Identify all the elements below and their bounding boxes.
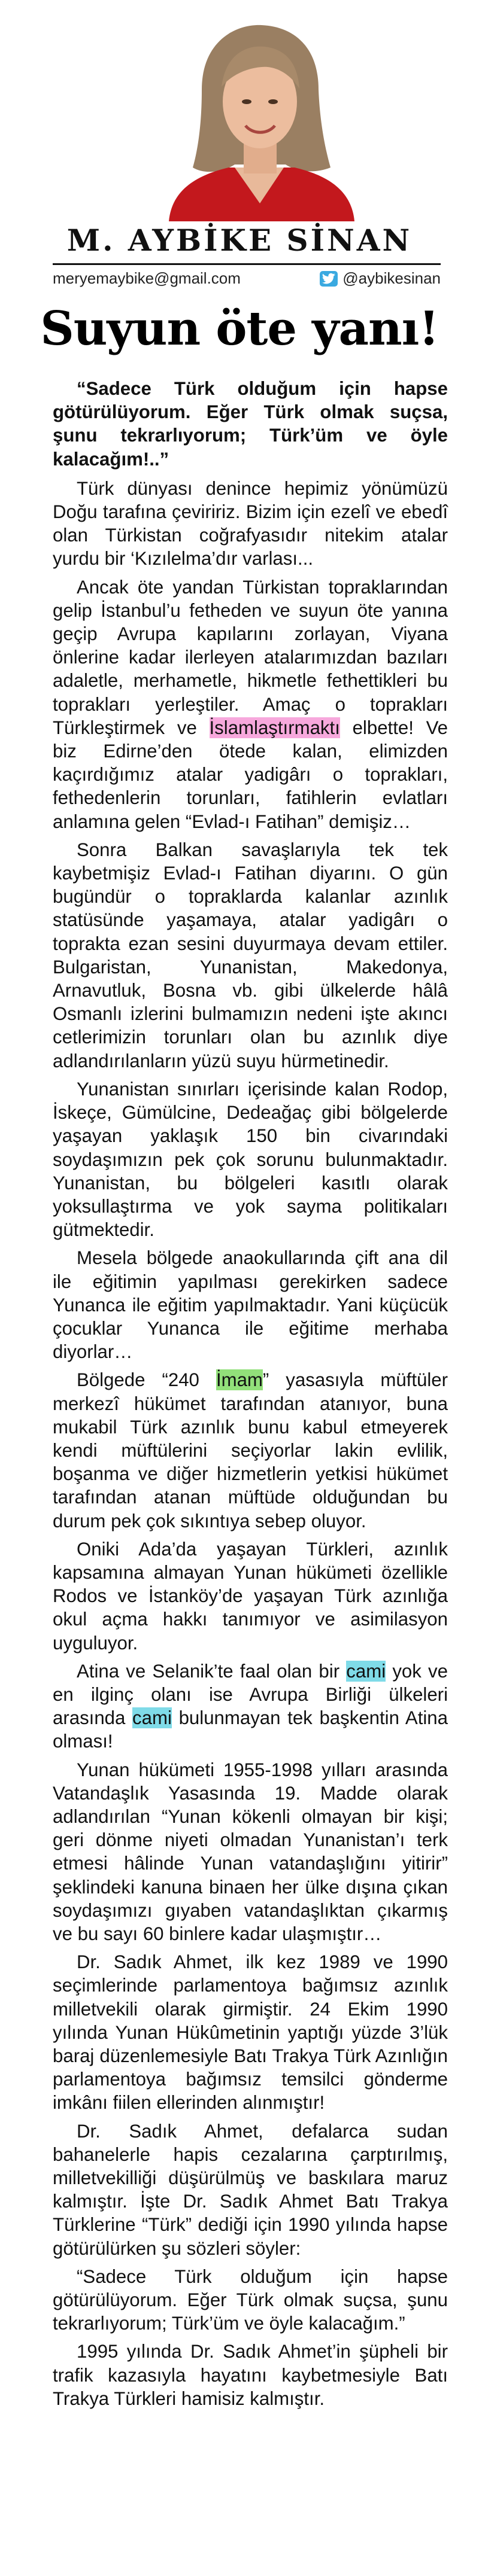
- highlight-term: cami: [132, 1707, 172, 1729]
- article-paragraph: Yunanistan sınırları içerisinde kalan Rodop, İskeçe, Gümülcine, Dedeağaç gibi bölgelerde yaşayan yaklaşık 150 bin civarındaki soydaşımızın pek çok sorunu bulunmaktadır. Yunanistan, bu bölgeleri kasıtlı olarak yoksullaştırma ve yok sayma politikaları gütmektedir.: [53, 1078, 448, 1241]
- article-paragraph: Dr. Sadık Ahmet, defalarca sudan bahanelerle hapis cezalarına çarptırılmış, milletvekilliği düşürülmüş ve baskılara maruz kalmıştır. İşte Dr. Sadık Ahmet Batı Trakya Türklerine “Türk” dediği için 1990 yılında hapse götürülürken şu sözleri söyler:: [53, 2120, 448, 2259]
- header-rule: [53, 263, 441, 265]
- article-body: [53, 377, 448, 2415]
- highlight-term: cami: [346, 1660, 386, 1682]
- article-paragraph: Ancak öte yandan Türkistan topraklarından gelip İstanbul’u fetheden ve suyun öte yanına geçip Avrupa kapılarını zorlayan, Viyana önlerine kadar ilerleyen atalarımızdan bazıları adaletle, merhametle, hikmetle fethettikleri bu toprakları yerleştiler. Amaç o toprakları Türkleştirmek ve İslamlaştırmaktı elbette! Ve biz Edirne’den ötede kalan, elimizden kaçırdığımız atalar yadigârı o toprakları, fethedenlerin torunları, fatihlerin evlatları anlamına gelen “Evlad-ı Fatihan” demişiz…: [53, 576, 448, 832]
- author-contact: [53, 268, 441, 292]
- article-paragraph: Bölgede “240 İmam” yasasıyla müftüler merkezî hükümet tarafından atanıyor, buna mukabil Türk azınlık bunu kabul etmeyerek kendi müftülerini seçiyorlar lakin evlilik, boşanma ve diğer hizmetlerin yetkisi hükümet tarafından atanan müftüde olduğundan bu durum pek çok sıkıntıya sebep oluyor.: [53, 1369, 448, 1531]
- author-photo: [145, 18, 372, 221]
- highlight-term: İslamlaştırmaktı: [209, 717, 340, 738]
- author-email[interactable]: meryemaybike@gmail.com: [53, 269, 241, 287]
- headline: Suyun öte yanı!: [40, 302, 439, 356]
- article-quote: “Sadece Türk olduğum için hapse götürülüyorum. Eğer Türk olmak suçsa, şunu tekrarlıyorum; Türk’üm ve öyle kalacağım.”: [53, 2266, 448, 2334]
- highlight-term: İmam: [216, 1369, 263, 1391]
- article-paragraph: Sonra Balkan savaşlarıyla tek tek kaybetmişiz Evlad-ı Fatihan diyarını. O gün bugündür o topraklarda kalanlar azınlık statüsünde yaşamaya, atalar yadigârı o toprakta ezan sesini duyurmaya devam ettiler. Bulgaristan, Yunanistan, Makedonya, Arnavutluk, Bosna vb. gibi ülkelerde hâlâ Osmanlı izlerini bulmamızın nedeni işte akıncı cetlerimizin torunları olan bu azınlık diye adlandırılanların yüzü suyu hürmetinedir.: [53, 839, 448, 1071]
- article-paragraph: Dr. Sadık Ahmet, ilk kez 1989 ve 1990 seçimlerinde parlamentoya bağımsız azınlık milletvekili olarak girmiştir. 24 Ekim 1990 yılında Yunan Hükûmetinin yaptığı yüzde 3’lük baraj düzenlemesiyle Batı Trakya Türk Azınlığın parlamentoya bağımsız temsilci gönderme imkânı fiilen ellerinden alınmıştır!: [53, 1951, 448, 2114]
- twitter-handle: @aybikesinan: [342, 269, 441, 287]
- author-byline: M. AYBİKE SİNAN: [66, 223, 413, 258]
- article-paragraph: Mesela bölgede anaokullarında çift ana dil ile eğitimin yapılması gerekirken sadece Yunanca ile eğitim yapılmaktadır. Yani küçücük çocuklar Yunanca ile eğitime merhaba diyorlar…: [53, 1247, 448, 1363]
- article-paragraph: Atina ve Selanik’te faal olan bir cami yok ve en ilginç olanı ise Avrupa Birliği ülkeleri arasında cami bulunmayan tek başkentin Atina olması!: [53, 1660, 448, 1752]
- article-paragraph: Yunan hükümeti 1955-1998 yılları arasında Vatandaşlık Yasasında 19. Madde olarak adlandırılan “Yunan kökenli olmayan bir kişi; geri dönme niyeti olmadan Yunanistan’ı terk etmesi hâlinde Yunan vatandaşlığını yitirir” şeklindeki kanuna binaen her ülke dışına çıkan soydaşımızı gıyaben vatandaşlıktan çıkarmış ve bu sayı 60 binlere kadar ulaşmıştır…: [53, 1759, 448, 1944]
- twitter-icon: [320, 271, 338, 287]
- author-twitter[interactable]: [320, 269, 441, 288]
- article-paragraph: Oniki Ada’da yaşayan Türkleri, azınlık kapsamına almayan Yunan hükümeti özellikle Rodos ve İstanköy’de yaşayan Türk azınlığa okul açma hakkı tanımıyor ve asimilasyon uyguluyor.: [53, 1538, 448, 1654]
- article-paragraph: 1995 yılında Dr. Sadık Ahmet’in şüpheli bir trafik kazasıyla hayatını kaybetmesiyle Batı Trakya Türkleri hamisiz kalmıştır.: [53, 2341, 448, 2409]
- article-paragraph: Türk dünyası denince hepimiz yönümüzü Doğu tarafına çeviririz. Bizim için ezelî ve ebedî olan Türkistan coğrafyasıdır nitekim atalar yurdu bir ‘Kızılelma’dır varlası...: [53, 477, 448, 570]
- article-lead: “Sadece Türk olduğum için hapse götürülüyorum. Eğer Türk olmak suçsa, şunu tekrarlıyorum; Türk’üm ve öyle kalacağım!..”: [53, 378, 448, 470]
